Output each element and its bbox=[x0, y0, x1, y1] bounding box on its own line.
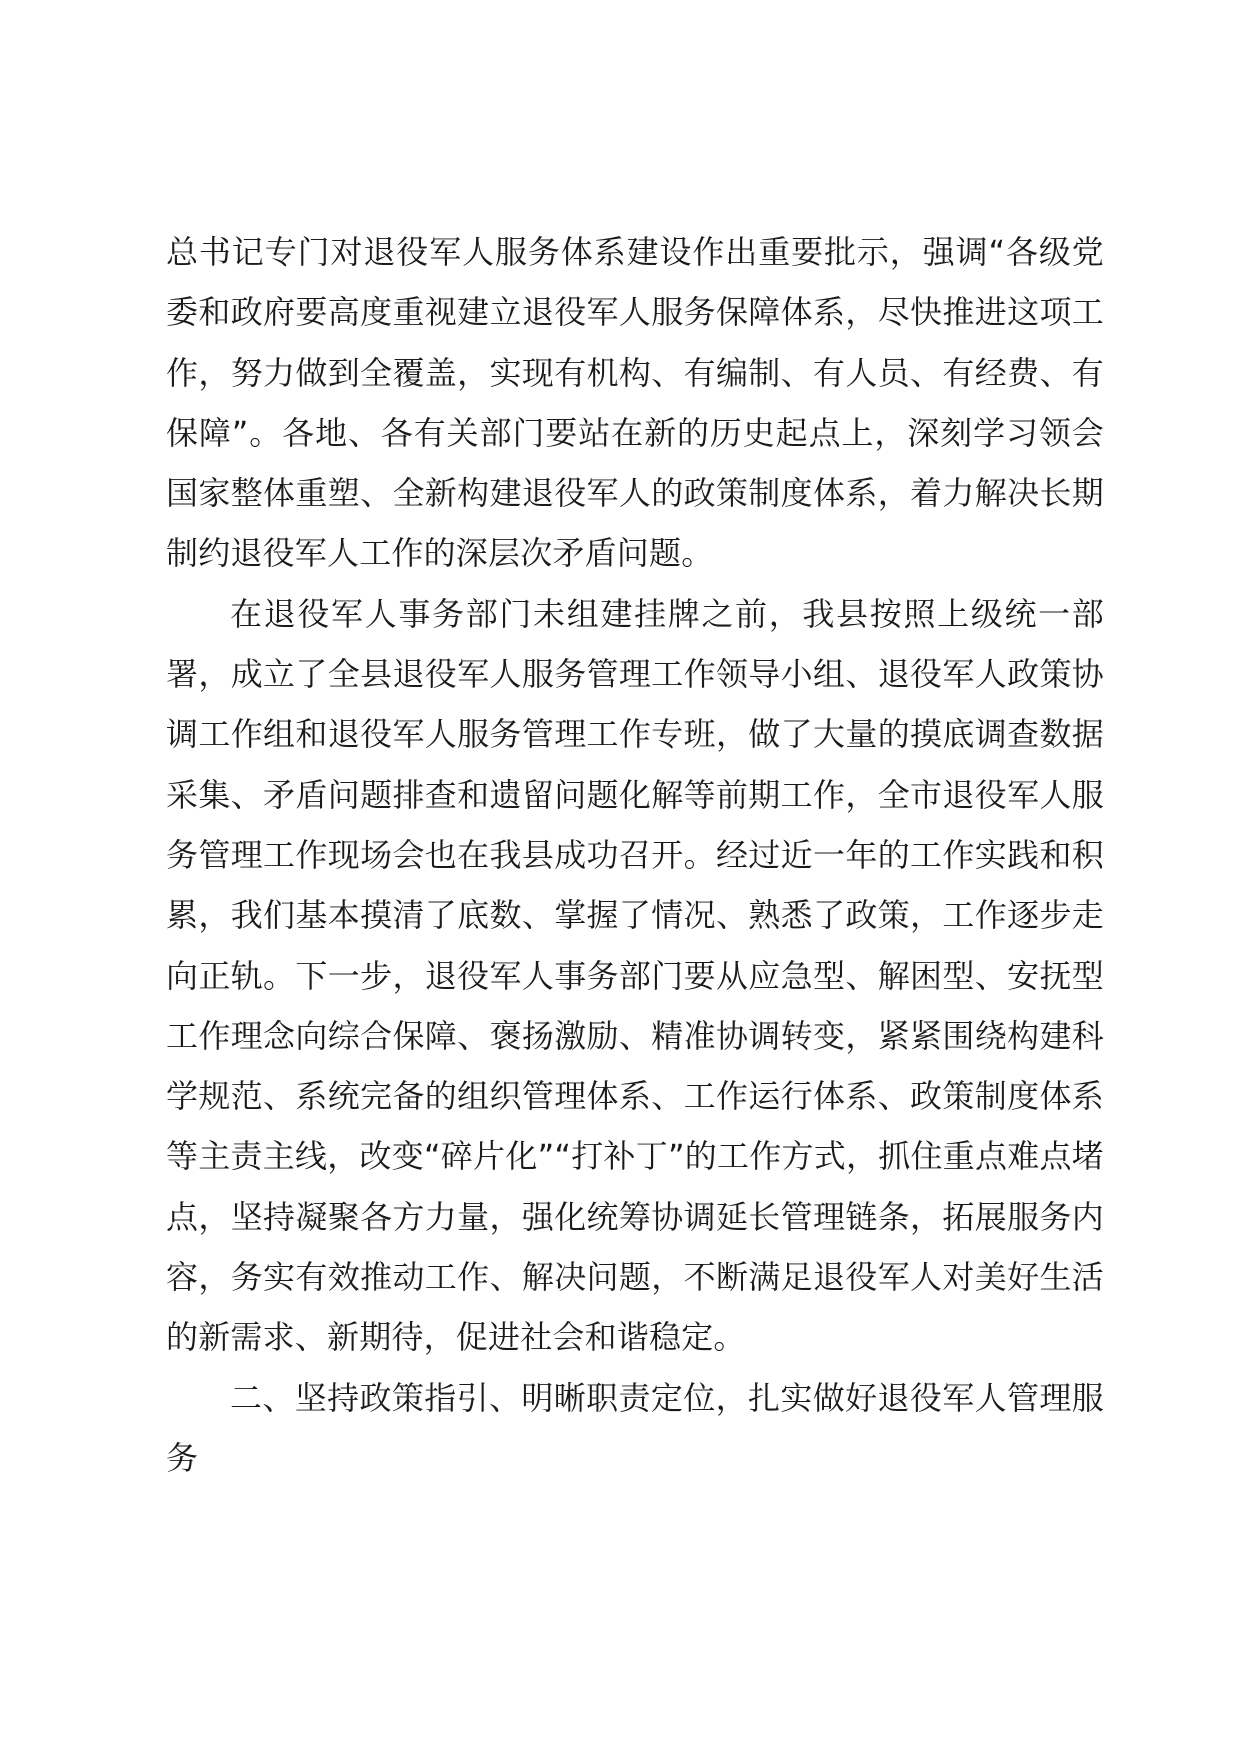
section-heading: 二、坚持政策指引、明晰职责定位，扎实做好退役军人管理服务 bbox=[166, 1378, 1104, 1477]
paragraph-continuation: 总书记专门对退役军人服务体系建设作出重要批示，强调“各级党委和政府要高度重视建立退役军人服务保障体系，尽快推进这项工作，努力做到全覆盖，实现有机构、有编制、有人员、有经费、有保障”。各地、各有关部门要站在新的历史起点上，深刻学习领会国家整体重塑、全新构建退役军人的政策制度体系，着力解决长期制约退役军人工作的深层次矛盾问题。 bbox=[166, 233, 1104, 573]
document-body bbox=[166, 222, 1104, 1488]
paragraph-county-work: 在退役军人事务部门未组建挂牌之前，我县按照上级统一部署，成立了全县退役军人服务管理工作领导小组、退役军人政策协调工作组和退役军人服务管理工作专班，做了大量的摸底调查数据采集、矛盾问题排查和遗留问题化解等前期工作，全市退役军人服务管理工作现场会也在我县成功召开。经过近一年的工作实践和积累，我们基本摸清了底数、掌握了情况、熟悉了政策，工作逐步走向正轨。下一步，退役军人事务部门要从应急型、解困型、安抚型工作理念向综合保障、褒扬激励、精准协调转变，紧紧围绕构建科学规范、系统完备的组织管理体系、工作运行体系、政策制度体系等主责主线，改变“碎片化”“打补丁”的工作方式，抓住重点难点堵点，坚持凝聚各方力量，强化统筹协调延长管理链条，拓展服务内容，务实有效推动工作、解决问题，不断满足退役军人对美好生活的新需求、新期待，促进社会和谐稳定。 bbox=[166, 594, 1104, 1357]
